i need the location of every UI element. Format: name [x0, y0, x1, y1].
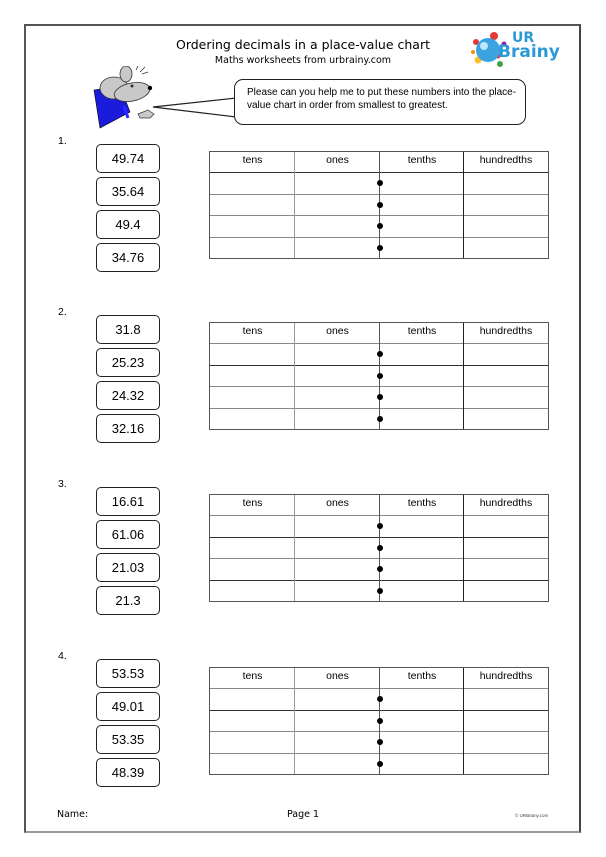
number-card[interactable]: 25.23	[96, 348, 160, 377]
number-card[interactable]: 48.39	[96, 758, 160, 787]
number-card[interactable]: 32.16	[96, 414, 160, 443]
column-divider	[463, 495, 464, 601]
column-header-hundredths: hundredths	[479, 497, 533, 509]
number-card[interactable]: 49.4	[96, 210, 160, 239]
question-2-label: 2.	[58, 306, 67, 318]
column-header-tenths: tenths	[407, 325, 437, 337]
question-1-label: 1.	[58, 135, 67, 147]
question-3-label: 3.	[58, 478, 67, 490]
logo-text-ur: UR	[512, 30, 535, 46]
column-header-tens: tens	[242, 325, 263, 337]
number-card[interactable]: 24.32	[96, 381, 160, 410]
column-divider	[463, 668, 464, 774]
number-card[interactable]: 34.76	[96, 243, 160, 272]
number-card[interactable]: 35.64	[96, 177, 160, 206]
decimal-point-dot	[377, 545, 383, 551]
footer-name-label: Name:	[57, 809, 89, 820]
worksheet-subtitle: Maths worksheets from urbrainy.com	[214, 55, 392, 66]
decimal-point-dot	[377, 696, 383, 702]
column-divider	[463, 323, 464, 429]
number-card[interactable]: 31.8	[96, 315, 160, 344]
decimal-point-dot	[377, 718, 383, 724]
number-card[interactable]: 49.01	[96, 692, 160, 721]
place-value-chart-4	[209, 667, 549, 775]
column-header-ones: ones	[326, 325, 349, 337]
column-header-ones: ones	[326, 497, 349, 509]
decimal-point-dot	[377, 523, 383, 529]
decimal-point-dot	[377, 416, 383, 422]
decimal-point-dot	[377, 566, 383, 572]
column-header-hundredths: hundredths	[479, 325, 533, 337]
column-header-hundredths: hundredths	[479, 154, 533, 166]
column-header-tens: tens	[242, 670, 263, 682]
column-header-tenths: tenths	[407, 670, 437, 682]
column-header-tenths: tenths	[407, 154, 437, 166]
number-card[interactable]: 53.35	[96, 725, 160, 754]
number-card[interactable]: 16.61	[96, 487, 160, 516]
footer-page-number: Page 1	[286, 809, 320, 820]
decimal-point-dot	[377, 739, 383, 745]
place-value-chart-2	[209, 322, 549, 430]
question-4-label: 4.	[58, 650, 67, 662]
speech-bubble	[234, 79, 526, 125]
decimal-point-dot	[377, 761, 383, 767]
column-header-ones: ones	[326, 154, 349, 166]
decimal-point-dot	[377, 202, 383, 208]
column-divider	[294, 323, 295, 429]
decimal-point-dot	[377, 245, 383, 251]
column-header-ones: ones	[326, 670, 349, 682]
column-divider	[294, 495, 295, 601]
number-card[interactable]: 21.3	[96, 586, 160, 615]
column-divider	[294, 152, 295, 258]
decimal-point-dot	[377, 351, 383, 357]
column-divider	[463, 152, 464, 258]
footer-copyright: © URBrainy.com	[515, 813, 549, 818]
column-header-tens: tens	[242, 154, 263, 166]
decimal-point-dot	[377, 394, 383, 400]
column-divider	[294, 668, 295, 774]
column-header-hundredths: hundredths	[479, 670, 533, 682]
decimal-point-dot	[377, 588, 383, 594]
decimal-point-dot	[377, 180, 383, 186]
column-header-tens: tens	[242, 497, 263, 509]
place-value-chart-3	[209, 494, 549, 602]
place-value-chart-1	[209, 151, 549, 259]
number-card[interactable]: 21.03	[96, 553, 160, 582]
number-card[interactable]: 53.53	[96, 659, 160, 688]
decimal-point-dot	[377, 223, 383, 229]
speech-bubble-tail	[150, 95, 240, 125]
speech-bubble-text: Please can you help me to put these numbers into the place-value chart in order from smallest to greatest.	[247, 87, 517, 111]
decimal-point-dot	[377, 373, 383, 379]
number-card[interactable]: 61.06	[96, 520, 160, 549]
worksheet-title: Ordering decimals in a place-value chart	[175, 37, 430, 52]
logo-text-brainy: Brainy	[498, 42, 560, 62]
number-card[interactable]: 49.74	[96, 144, 160, 173]
column-header-tenths: tenths	[407, 497, 437, 509]
